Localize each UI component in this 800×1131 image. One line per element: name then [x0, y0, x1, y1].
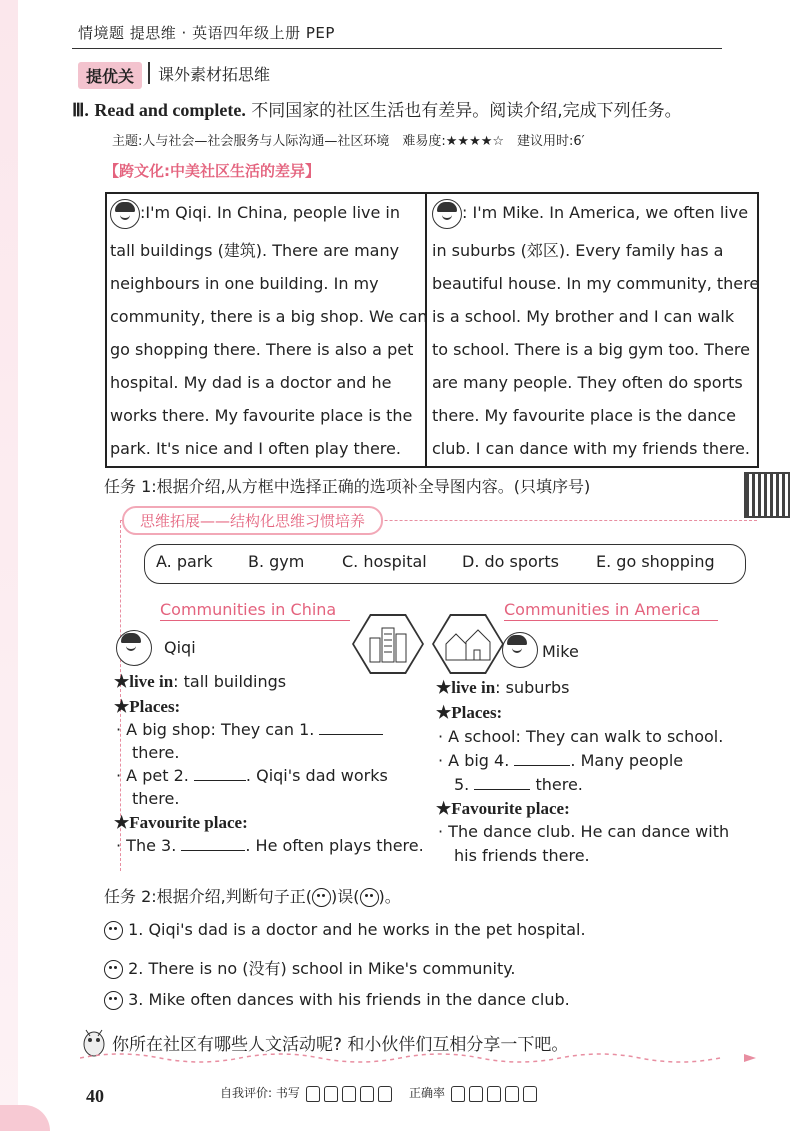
thumb-icon[interactable]	[342, 1086, 356, 1102]
statement-row: 2. There is no (没有) school in Mike's community.	[104, 956, 516, 979]
china-line1b: there.	[132, 743, 180, 762]
mike-name: Mike	[542, 642, 579, 661]
answer-face-icon[interactable]	[104, 960, 123, 979]
china-places-label: ★Places:	[114, 697, 181, 716]
passage-left-line: tall buildings (建筑). There are many	[110, 241, 400, 260]
america-line1: · A school: They can walk to school.	[438, 727, 724, 746]
passage-left-line: hospital. My dad is a doctor and he	[110, 373, 392, 392]
passage-right-line: beautiful house. In my community, there	[432, 274, 760, 293]
passage-left-line: :I'm Qiqi. In China, people live in	[140, 203, 401, 222]
thumb-icon[interactable]	[324, 1086, 338, 1102]
thumb-icon[interactable]	[306, 1086, 320, 1102]
passage-left-line: go shopping there. There is also a pet	[110, 340, 414, 359]
section-title-cn: 不同国家的社区生活也有差异。阅读介绍,完成下列任务。	[251, 101, 682, 121]
passage-left-line: neighbours in one building. In my	[110, 274, 379, 293]
option-item: A. park	[156, 552, 213, 571]
passage-right-line: club. I can dance with my friends there.	[432, 439, 750, 458]
discussion-question: 你所在社区有哪些人文活动呢? 和小伙伴们互相分享一下吧。	[112, 1035, 569, 1055]
qiqi-avatar-icon	[110, 199, 140, 229]
crossculture-title: 【跨文化:中美社区生活的差异】	[104, 162, 321, 180]
passage-right-line: is a school. My brother and I can walk	[432, 307, 735, 326]
answer-blank-5[interactable]	[474, 789, 530, 790]
level-tab: 提优关	[78, 62, 142, 89]
thumb-icon[interactable]	[451, 1086, 465, 1102]
option-item: D. do sports	[462, 552, 559, 571]
passage-right-line: to school. There is a big gym too. There	[432, 340, 750, 359]
answer-face-icon[interactable]	[104, 921, 123, 940]
america-line4: · The dance club. He can dance with	[438, 822, 730, 841]
passage-right-line: in suburbs (郊区). Every family has a	[432, 241, 724, 260]
mike-avatar-icon	[502, 632, 538, 668]
book-series-header: 情境题 提思维 · 英语四年级上册 PEP	[78, 24, 335, 42]
section-title-en: Read and complete.	[94, 100, 246, 120]
china-fav-label: ★Favourite place:	[114, 813, 248, 832]
china-line2: · A pet 2. . Qiqi's dad works	[116, 766, 388, 785]
america-line3: 5. there.	[454, 775, 583, 794]
thumb-icon[interactable]	[378, 1086, 392, 1102]
tab-subtitle: 课外素材拓思维	[158, 65, 271, 84]
happy-face-icon	[312, 888, 331, 907]
statement-row: 3. Mike often dances with his friends in the dance club.	[104, 990, 570, 1010]
passage-left-line: park. It's nice and I often play there.	[110, 439, 401, 458]
america-live-in: ★live in: suburbs	[436, 678, 570, 697]
china-heading: Communities in China	[160, 600, 337, 619]
china-heading-rule	[160, 620, 350, 621]
china-live-in: ★live in: tall buildings	[114, 672, 287, 691]
passage-right-line: there. My favourite place is the dance	[432, 406, 737, 425]
america-heading-rule	[504, 620, 718, 621]
answer-face-icon[interactable]	[104, 991, 123, 1010]
passage-right-line: : I'm Mike. In America, we often live	[462, 203, 749, 222]
america-fav-label: ★Favourite place:	[436, 799, 570, 818]
mike-avatar-icon	[432, 199, 462, 229]
qiqi-name: Qiqi	[164, 638, 196, 657]
answer-blank-3[interactable]	[181, 850, 245, 851]
answer-blank-2[interactable]	[194, 780, 246, 781]
left-margin-tint	[0, 0, 18, 1131]
task2-title: 任务 2:根据介绍,判断句子正( )误( )。	[104, 887, 401, 906]
america-places-label: ★Places:	[436, 703, 503, 722]
mike-mindmap	[502, 632, 538, 668]
section-numeral: Ⅲ.	[72, 100, 89, 120]
option-item: C. hospital	[342, 552, 427, 571]
passage-left-line: works there. My favourite place is the	[110, 406, 413, 425]
china-line3: · The 3. . He often plays there.	[116, 836, 424, 855]
china-line2c: there.	[132, 789, 180, 808]
option-item: B. gym	[248, 552, 305, 571]
china-line1: · A big shop: They can 1.	[116, 720, 383, 739]
sad-face-icon	[360, 888, 379, 907]
qr-code-icon[interactable]	[744, 472, 790, 518]
section-meta: 主题:人与社会—社会服务与人际沟通—社区环境 难易度:★★★★☆ 建议用时:6′	[112, 134, 585, 149]
task1-title: 任务 1:根据介绍,从方框中选择正确的选项补全导图内容。(只填序号)	[104, 477, 591, 496]
thumb-icon[interactable]	[360, 1086, 374, 1102]
passage-left-line: community, there is a big shop. We can	[110, 307, 428, 326]
tab-separator	[148, 62, 150, 84]
america-heading: Communities in America	[504, 600, 701, 619]
option-item: E. go shopping	[596, 552, 715, 571]
statement-row: 1. Qiqi's dad is a doctor and he works in the pet hospital.	[104, 920, 586, 940]
header-rule	[72, 48, 722, 49]
thumb-icon[interactable]	[469, 1086, 483, 1102]
america-line5: his friends there.	[454, 846, 590, 865]
america-line2: · A big 4. . Many people	[438, 751, 684, 770]
thumb-icon[interactable]	[523, 1086, 537, 1102]
qiqi-avatar-icon	[116, 630, 152, 666]
answer-blank-4[interactable]	[514, 765, 570, 766]
thumb-icon[interactable]	[487, 1086, 501, 1102]
answer-blank-1[interactable]	[319, 734, 383, 735]
qiqi-mindmap	[116, 630, 152, 666]
thumb-icon[interactable]	[505, 1086, 519, 1102]
section-title	[72, 96, 682, 121]
self-evaluation: 自我评价: 书写 正确率	[220, 1084, 539, 1102]
dashed-wave-decoration	[80, 1048, 760, 1068]
mindmap-banner: 思维拓展——结构化思维习惯培养	[122, 506, 383, 535]
page-number: 40	[86, 1086, 104, 1106]
page-corner-decoration	[0, 1105, 50, 1131]
passage-right-line: are many people. They often do sports	[432, 373, 743, 392]
